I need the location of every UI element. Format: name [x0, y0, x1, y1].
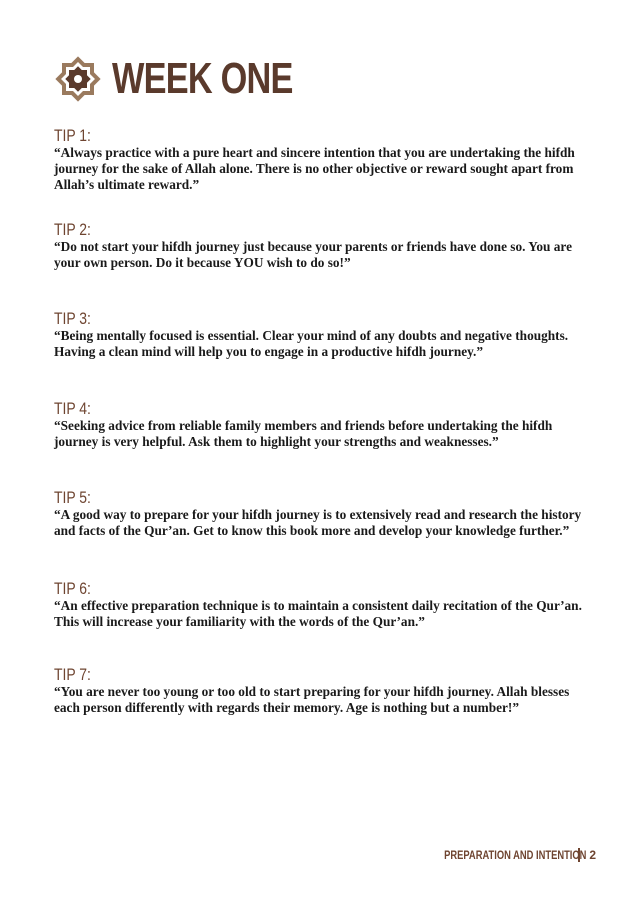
tip-text: “A good way to prepare for your hifdh journey is to extensively read and research the history and facts of the Qur’an. Get to know this book more and develop your knowledge further.”: [54, 507, 582, 538]
page-header: [54, 54, 344, 104]
tip-1: [54, 127, 586, 193]
tip-label: TIP 4:: [54, 399, 91, 418]
tip-6: [54, 580, 586, 630]
tip-text: “An effective preparation technique is to maintain a consistent daily recitation of the Qur’an. This will increase your familiarity with the words of the Qur’an.”: [54, 598, 582, 629]
octagram-star-icon: [54, 55, 102, 103]
tip-label: TIP 1:: [54, 126, 91, 145]
tip-text: “Seeking advice from reliable family members and friends before undertaking the hifdh journey is very helpful. Ask them to highlight your strengths and weaknesses.”: [54, 418, 553, 449]
page-title: WEEK ONE: [112, 54, 293, 103]
tip-5: [54, 489, 586, 539]
tip-text: “Always practice with a pure heart and sincere intention that you are undertaking the hifdh journey for the sake of Allah alone. There is no other objective or reward sought apart from Allah’s ultimate reward.”: [54, 145, 575, 192]
tip-label: TIP 2:: [54, 220, 91, 239]
tip-label: TIP 7:: [54, 665, 91, 684]
tip-label: TIP 3:: [54, 309, 91, 328]
tip-text: “Do not start your hifdh journey just because your parents or friends have done so. You are your own person. Do it because YOU wish to do so!”: [54, 239, 572, 270]
footer-section-title: PREPARATION AND INTENTION: [443, 848, 587, 862]
tip-text: “Being mentally focused is essential. Clear your mind of any doubts and negative thoughts. Having a clean mind will help you to engage in a productive hifdh journey.”: [54, 328, 569, 359]
tip-label: TIP 6:: [54, 579, 91, 598]
tip-2: [54, 221, 586, 271]
page-number: 2: [589, 848, 596, 862]
tip-label: TIP 5:: [54, 488, 91, 507]
tip-4: [54, 400, 586, 450]
tip-text: “You are never too young or too old to start preparing for your hifdh journey. Allah blesses each person differently with regards their memory. Age is nothing but a number!”: [54, 684, 570, 715]
tip-3: [54, 310, 586, 360]
page-footer: [404, 848, 596, 862]
tip-7: [54, 666, 586, 716]
